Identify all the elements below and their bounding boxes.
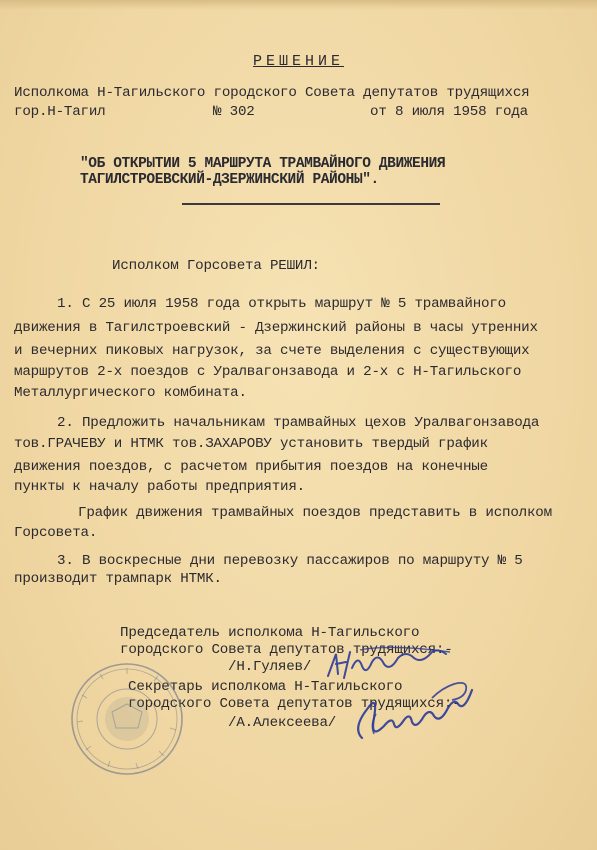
issuer-line: Исполкома Н-Тагильского городского Совета депутатов трудящихся xyxy=(14,85,530,101)
document-title: РЕШЕНИЕ xyxy=(252,53,344,70)
paragraph-line: движения в Тагилстроевский - Дзержинский районы в часы утренних xyxy=(14,320,538,336)
paper-edge-shadow xyxy=(0,0,597,10)
paragraph-line: 3. В воскресные дни перевозку пассажиров по маршруту № 5 xyxy=(57,553,523,569)
paragraph-line: движения поездов, с расчетом прибытия поездов на конечные xyxy=(14,459,488,475)
secretary-title: городского Совета депутатов трудящихся:- xyxy=(128,696,461,712)
paragraph-line: 1. С 25 июля 1958 года открыть маршрут № 5 трамвайного xyxy=(57,296,506,312)
secretary-name: /А.Алексеева/ xyxy=(228,715,337,731)
secretary-title: Секретарь исполкома Н-Тагильского xyxy=(128,679,403,695)
paragraph-line: маршрутов 2-х поездов с Уралвагонзавода и 2-х с Н-Тагильского xyxy=(14,364,522,380)
paragraph-line: Металлургического комбината. xyxy=(14,385,247,401)
subject-line-2: ТАГИЛСТРОЕВСКИЙ-ДЗЕРЖИНСКИЙ РАЙОНЫ". xyxy=(80,172,379,188)
decision-number: № 302 xyxy=(213,104,255,120)
decision-date: от 8 июля 1958 года xyxy=(370,104,528,120)
paragraph-line: Горсовета. xyxy=(14,525,98,541)
paragraph-line: 2. Предложить начальникам трамвайных цехов Уралвагонзавода xyxy=(57,415,540,431)
city-line: гор.Н-Тагил xyxy=(14,104,106,120)
chairman-name: /Н.Гуляев/ xyxy=(228,659,312,675)
subject-line-1: "ОБ ОТКРЫТИИ 5 МАРШРУТА ТРАМВАЙНОГО ДВИЖЕНИЯ xyxy=(80,156,446,172)
chairman-signature-icon xyxy=(322,644,472,684)
chairman-title: Председатель исполкома Н-Тагильского xyxy=(120,625,420,641)
paragraph-line: пункты к началу работы предприятия. xyxy=(14,479,305,495)
chairman-title: городского Совета депутатов трудящихся:- xyxy=(120,642,453,658)
paragraph-line: График движения трамвайных поездов представить в исполком xyxy=(78,505,552,521)
subject-underline xyxy=(182,203,440,205)
official-seal-stamp-icon xyxy=(68,660,186,778)
secretary-signature-icon xyxy=(332,680,482,745)
paragraph-line: производит трампарк НТМК. xyxy=(14,571,222,587)
preamble: Исполком Горсовета РЕШИЛ: xyxy=(112,258,320,274)
paragraph-line: и вечерних пиковых нагрузок, за счете выделения с существующих xyxy=(14,343,530,359)
paragraph-line: тов.ГРАЧЕВУ и НТМК тов.ЗАХАРОВУ установить твердый график xyxy=(14,436,488,452)
